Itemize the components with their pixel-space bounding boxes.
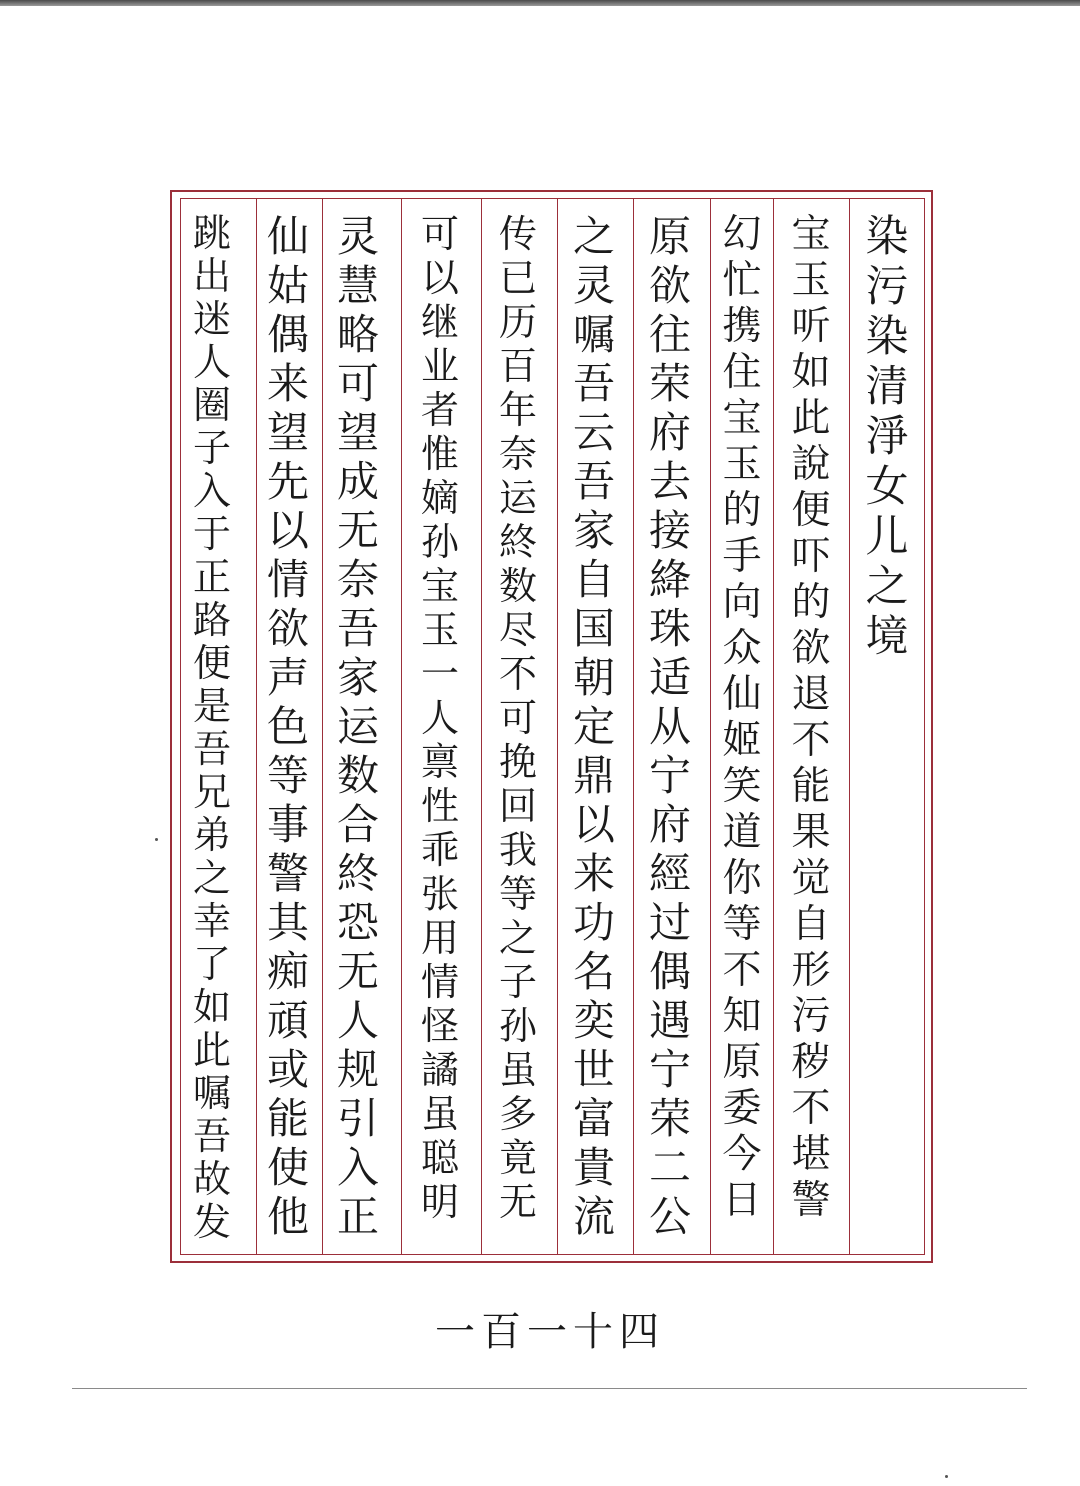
- page-number: 一百一十四: [435, 1309, 665, 1355]
- column-divider: [322, 198, 323, 1255]
- manuscript-column-5: 之 灵 嘱 吾 云 吾 家 自 国 朝 定 鼎 以 来 功 名 奕 世 富 貴 流: [572, 212, 615, 1241]
- manuscript-column-3: 幻 忙 携 住 宝 玉 的 手 向 众 仙 姬 笑 道 你 等 不 知 原 委 今 日: [722, 212, 762, 1223]
- column-divider: [557, 198, 558, 1255]
- column-divider: [849, 198, 850, 1255]
- manuscript-column-6: 传 已 历 百 年 奈 运 終 数 尽 不 可 挽 回 我 等 之 子 孙 虽 多 竟 无: [498, 212, 537, 1224]
- scan-speck: [945, 1475, 948, 1478]
- column-divider: [633, 198, 634, 1255]
- manuscript-column-2: 宝 玉 听 如 此 說 便 吓 的 欲 退 不 能 果 觉 自 形 污 秽 不 堪 警: [791, 212, 831, 1223]
- manuscript-column-4: 原 欲 往 荣 府 去 接 絳 珠 适 从 宁 府 經 过 偶 遇 宁 荣 二 公: [648, 212, 691, 1241]
- manuscript-column-10: 跳 出 迷 人 圈 子 入 于 正 路 便 是 吾 兄 弟 之 幸 了 如 此 嘱 吾 故 发: [192, 211, 231, 1244]
- column-divider: [401, 198, 402, 1255]
- manuscript-column-1: 染 污 染 清 淨 女 儿 之 境: [865, 212, 909, 662]
- column-divider: [481, 198, 482, 1255]
- manuscript-column-7: 可 以 继 业 者 惟 嫡 孙 宝 玉 一 人 禀 性 乖 张 用 情 怪 譎 虽 聪 明: [420, 212, 459, 1224]
- manuscript-column-8: 灵 慧 略 可 望 成 无 奈 吾 家 运 数 合 終 恐 无 人 规 引 入 正: [336, 212, 379, 1241]
- scan-top-edge: [0, 0, 1080, 6]
- scan-speck: [155, 838, 158, 841]
- manuscript-column-9: 仙 姑 偶 来 望 先 以 情 欲 声 色 等 事 警 其 痴 頑 或 能 使 他: [266, 212, 309, 1241]
- bottom-rule: [72, 1388, 1027, 1389]
